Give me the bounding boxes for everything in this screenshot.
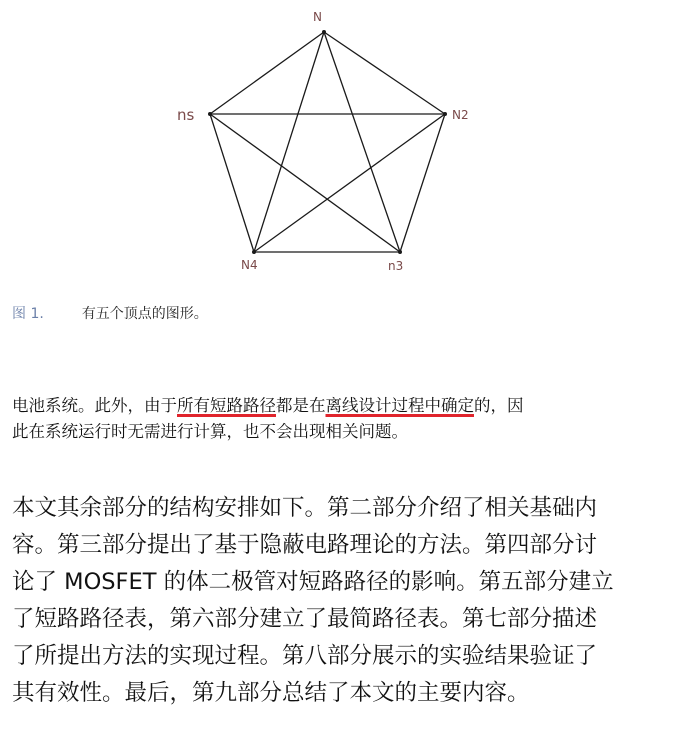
edge-N-N4	[254, 32, 324, 252]
node-label-ns: ns	[177, 106, 195, 124]
highlighted-phrase: 离线设计过程中确定	[325, 396, 474, 415]
node-label-N4: N4	[241, 258, 258, 272]
highlighted-phrase: 所有短路路径	[177, 396, 276, 415]
edge-N-ns	[210, 32, 324, 114]
vertex-N2	[443, 112, 447, 116]
text-segment: 都是在	[276, 396, 326, 415]
paragraph-intro-continued	[12, 393, 662, 445]
figure-caption	[12, 303, 208, 323]
figure-number: 图 1.	[12, 306, 44, 322]
node-label-N: N	[313, 10, 322, 24]
pentagon-graph-figure	[0, 0, 673, 290]
paragraph-line: 了短路路径表，第六部分建立了最简路径表。第七部分描述	[12, 606, 598, 632]
paragraph-line: 论了 MOSFET 的体二极管对短路路径的影响。第五部分建立	[12, 569, 614, 595]
edge-N-N2	[324, 32, 445, 114]
text-segment: 电池系统。此外，由于	[12, 396, 177, 415]
paragraph-line: 其有效性。最后，第九部分总结了本文的主要内容。	[12, 680, 530, 706]
vertex-ns	[208, 112, 212, 116]
paragraph-line: 本文其余部分的结构安排如下。第二部分介绍了相关基础内	[12, 495, 598, 521]
edge-N2-n3	[400, 114, 445, 252]
vertex-n3	[398, 250, 402, 254]
edge-ns-n3	[210, 114, 400, 252]
paragraph-line	[12, 393, 662, 419]
edge-ns-N4	[210, 114, 254, 252]
paragraph-structure-overview	[12, 490, 667, 712]
paragraph-line: 此在系统运行时无需进行计算，也不会出现相关问题。	[12, 422, 408, 441]
node-label-n3: n3	[388, 259, 404, 273]
vertex-N	[322, 30, 326, 34]
vertex-N4	[252, 250, 256, 254]
text-segment: 的，因	[474, 396, 524, 415]
paragraph-line: 容。第三部分提出了基于隐蔽电路理论的方法。第四部分讨	[12, 532, 598, 558]
graph-edges	[210, 32, 445, 252]
edge-N2-N4	[254, 114, 445, 252]
figure-caption-text: 有五个顶点的图形。	[81, 306, 208, 322]
edge-N-n3	[324, 32, 400, 252]
node-label-N2: N2	[452, 108, 469, 122]
paragraph-line: 了所提出方法的实现过程。第八部分展示的实验结果验证了	[12, 643, 598, 669]
